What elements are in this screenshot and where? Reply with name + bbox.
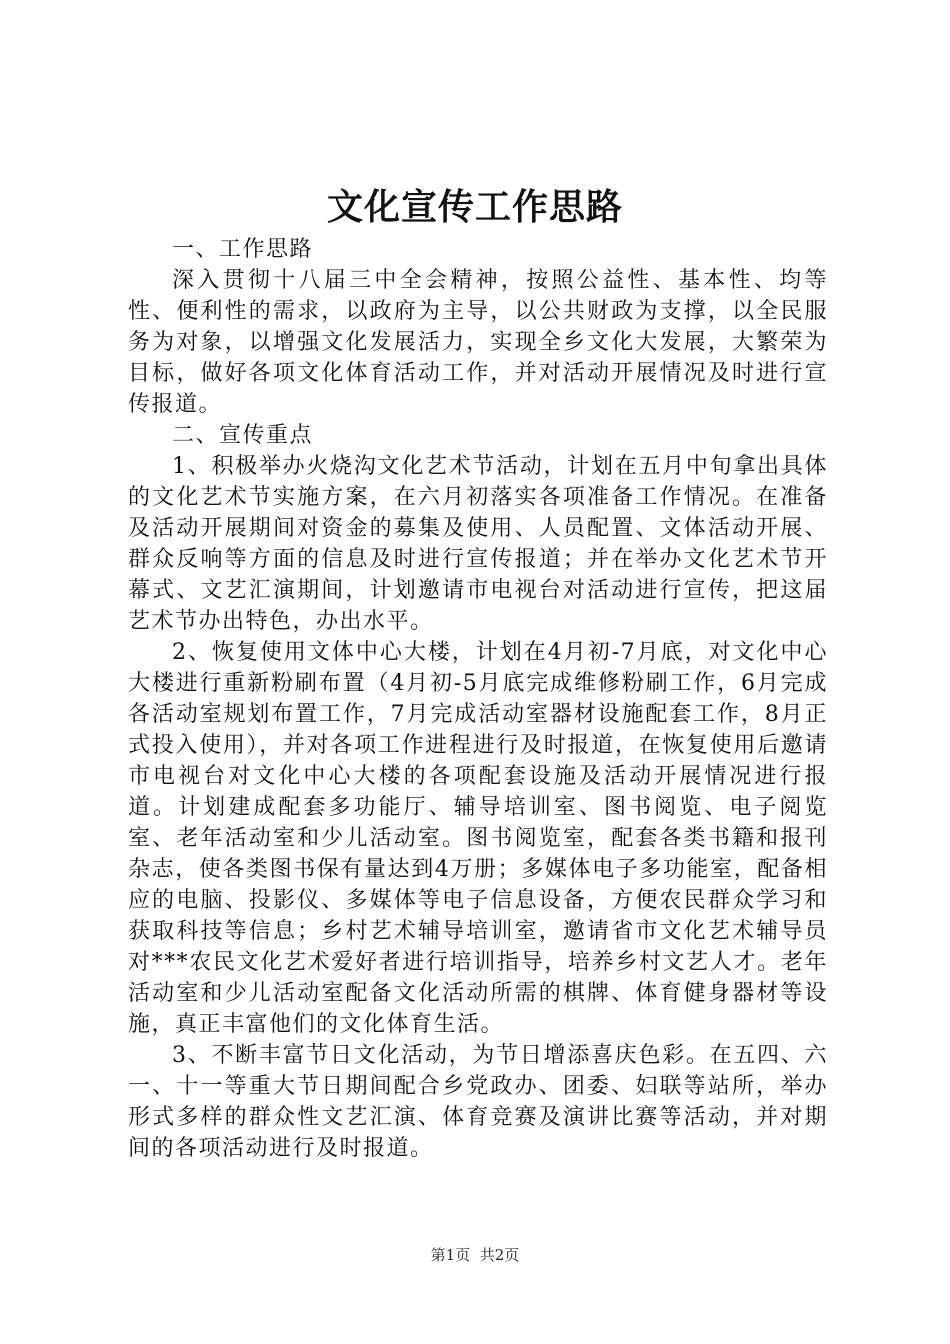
paragraph-work-ideas: 深入贯彻十八届三中全会精神，按照公益性、基本性、均等性、便利性的需求，以政府为主导，以公共财政为支撑，以全民服务为对象，以增强文化发展活力，实现全乡文化大发展，大繁荣为目标，做好各项文化体育活动工作，并对活动开展情况及时进行宣传报道。 bbox=[128, 268, 828, 417]
paragraph-item-2: 2、恢复使用文体中心大楼，计划在4月初-7月底，对文化中心大楼进行重新粉刷布置（4月初-5月底完成维修粉刷工作，6月完成各活动室规划布置工作，7月完成活动室器材设施配套工作，8月正式投入使用），并对各项工作进程进行及时报道，在恢复使用后邀请市电视台对文化中心大楼的各项配套设施及活动开展情况进行报道。计划建成配套多功能厅、辅导培训室、图书阅览、电子阅览室、老年活动室和少儿活动室。图书阅览室，配套各类书籍和报刊杂志，使各类图书保有量达到4万册；多媒体电子多功能室，配备相应的电脑、投影仪、多媒体等电子信息设备，方便农民群众学习和获取科技等信息；乡村艺术辅导培训室，邀请省市文化艺术辅导员对***农民文化艺术爱好者进行培训指导，培养乡村文艺人才。老年活动室和少儿活动室配备文化活动所需的棋牌、体育健身器材等设施，真正丰富他们的文化体育生活。 bbox=[128, 640, 828, 1037]
section-heading-publicity-focus: 二、宣传重点 bbox=[172, 423, 314, 448]
paragraph-item-1: 1、积极举办火烧沟文化艺术节活动，计划在五月中旬拿出具体的文化艺术节实施方案，在六月初落实各项准备工作情况。在准备及活动开展期间对资金的募集及使用、人员配置、文体活动开展、群众反响等方面的信息及时进行宣传报道；并在举办文化艺术节开幕式、文艺汇演期间，计划邀请市电视台对活动进行宣传，把这届艺术节办出特色，办出水平。 bbox=[128, 454, 828, 634]
page-total: 共2页 bbox=[479, 1246, 520, 1264]
paragraph-item-3: 3、不断丰富节日文化活动，为节日增添喜庆色彩。在五四、六一、十一等重大节日期间配合乡党政办、团委、妇联等站所，举办形式多样的群众性文艺汇演、体育竞赛及演讲比赛等活动，并对期间的各项活动进行及时报道。 bbox=[128, 1043, 828, 1161]
document-title: 文化宣传工作思路 bbox=[326, 186, 623, 228]
page-number: 第1页 bbox=[430, 1246, 471, 1264]
document-body bbox=[128, 234, 828, 1164]
page-footer bbox=[0, 1245, 950, 1265]
section-heading-work-ideas: 一、工作思路 bbox=[172, 237, 314, 262]
